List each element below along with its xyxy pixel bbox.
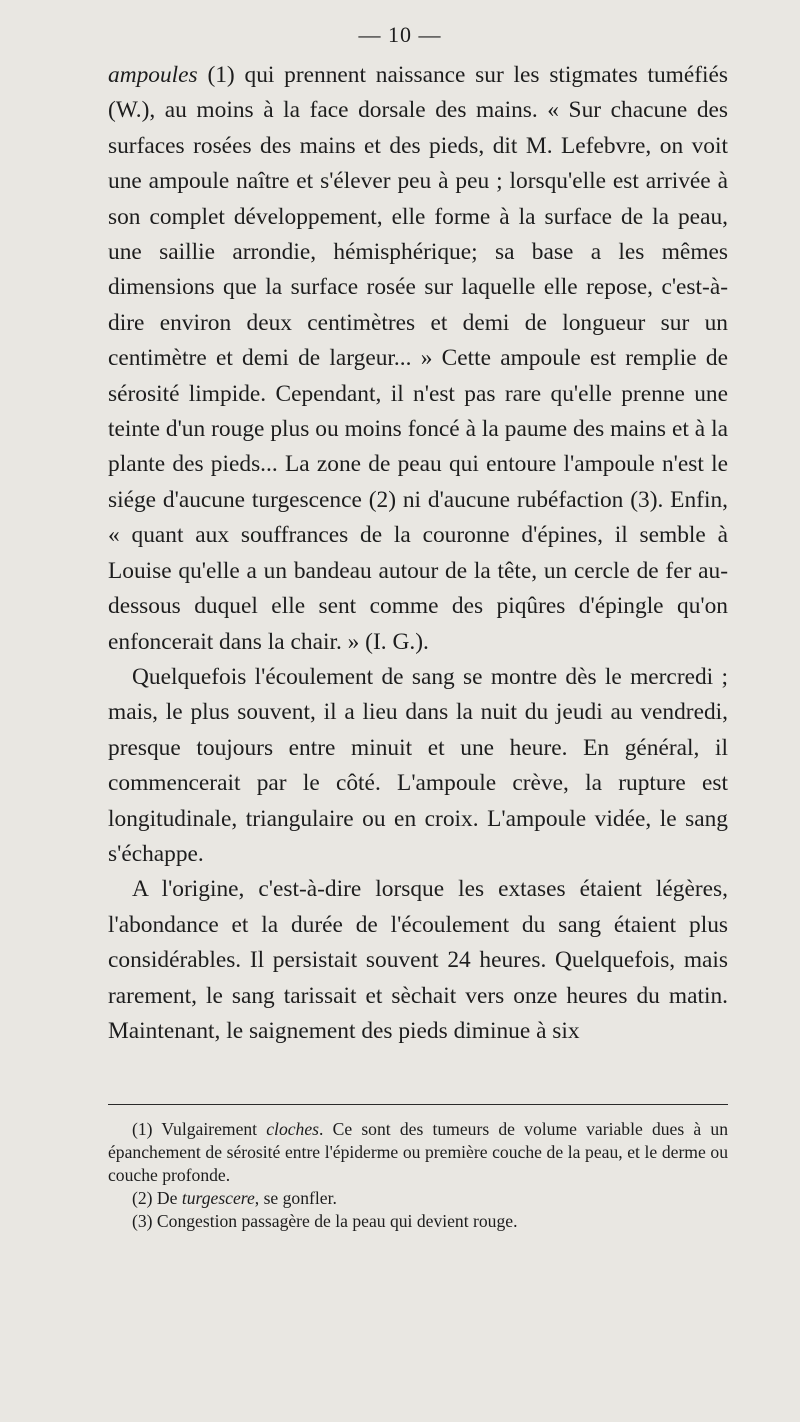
footnote-1-text: . Ce sont des tumeurs de volume variable dues à un épanchement de sérosité entre l'épiderme ou première couche de la peau, et le derme ou couche profonde. <box>108 1119 728 1185</box>
footnote-1 <box>108 1118 728 1187</box>
footnote-divider <box>108 1104 728 1105</box>
footnote-2-italic: turgescere <box>181 1188 255 1208</box>
paragraph-1 <box>108 58 728 660</box>
footnote-2 <box>108 1187 728 1210</box>
footnote-3-marker: (3) Congestion passagère de la peau qui devient rouge. <box>132 1211 518 1231</box>
footnote-3 <box>108 1210 728 1233</box>
paragraph-3: A l'origine, c'est-à-dire lorsque les extases étaient légères, l'abondance et la durée de l'écoulement du sang étaient plus considérables. Il persistait souvent 24 heures. Quelquefois, mais rarement, le sang tarissait et sèchait vers onze heures du matin. Maintenant, le saignement des pieds diminue à six <box>108 876 728 1044</box>
footnote-2-marker: (2) De <box>132 1188 182 1208</box>
footnote-2-text: , se gonfler. <box>254 1188 337 1208</box>
paragraph-1-text: (1) qui prennent naissance sur les stigmates tuméfiés (W.), au moins à la face dorsale des mains. « Sur chacune des surfaces rosées des mains et des pieds, dit M. Lefebvre, on voit une ampoule naître et s'élever peu à peu ; lorsqu'elle est arrivée à son complet développement, elle forme à la surface de la peau, une saillie arrondie, hémisphérique; sa base a les mêmes dimensions que la surface rosée sur laquelle elle repose, c'est-à-dire environ deux centimètres et demi de longueur sur un centimètre et demi de largeur... » Cette ampoule est remplie de sérosité limpide. Cependant, il n'est pas rare qu'elle prenne une teinte d'un rouge plus ou moins foncé à la paume des mains et à la plante des pieds... La zone de peau qui entoure l'ampoule n'est le siége d'aucune turgescence (2) ni d'aucune rubéfaction (3). Enfin, « quant aux souffrances de la couronne d'épines, il semble à Louise qu'elle a un bandeau autour de la tête, un cercle de fer au-dessous duquel elle sent comme des piqûres d'épingle qu'on enfoncerait dans la chair. » (I. G.). <box>108 62 728 655</box>
paragraph-2: Quelquefois l'écoulement de sang se montre dès le mercredi ; mais, le plus souvent, il a lieu dans la nuit du jeudi au vendredi, presque toujours entre minuit et une heure. En général, il commencerait par le côté. L'ampoule crève, la rupture est longitudinale, triangulaire ou en croix. L'ampoule vidée, le sang s'échappe. <box>108 663 728 867</box>
footnotes <box>108 1118 728 1233</box>
footnote-1-marker: (1) Vulgairement <box>132 1119 267 1139</box>
footnote-1-italic: cloches <box>266 1119 320 1139</box>
paragraph-1-italic-start: ampoules <box>108 62 198 88</box>
body-text <box>108 58 728 1049</box>
page-number: — 10 — <box>358 22 442 47</box>
